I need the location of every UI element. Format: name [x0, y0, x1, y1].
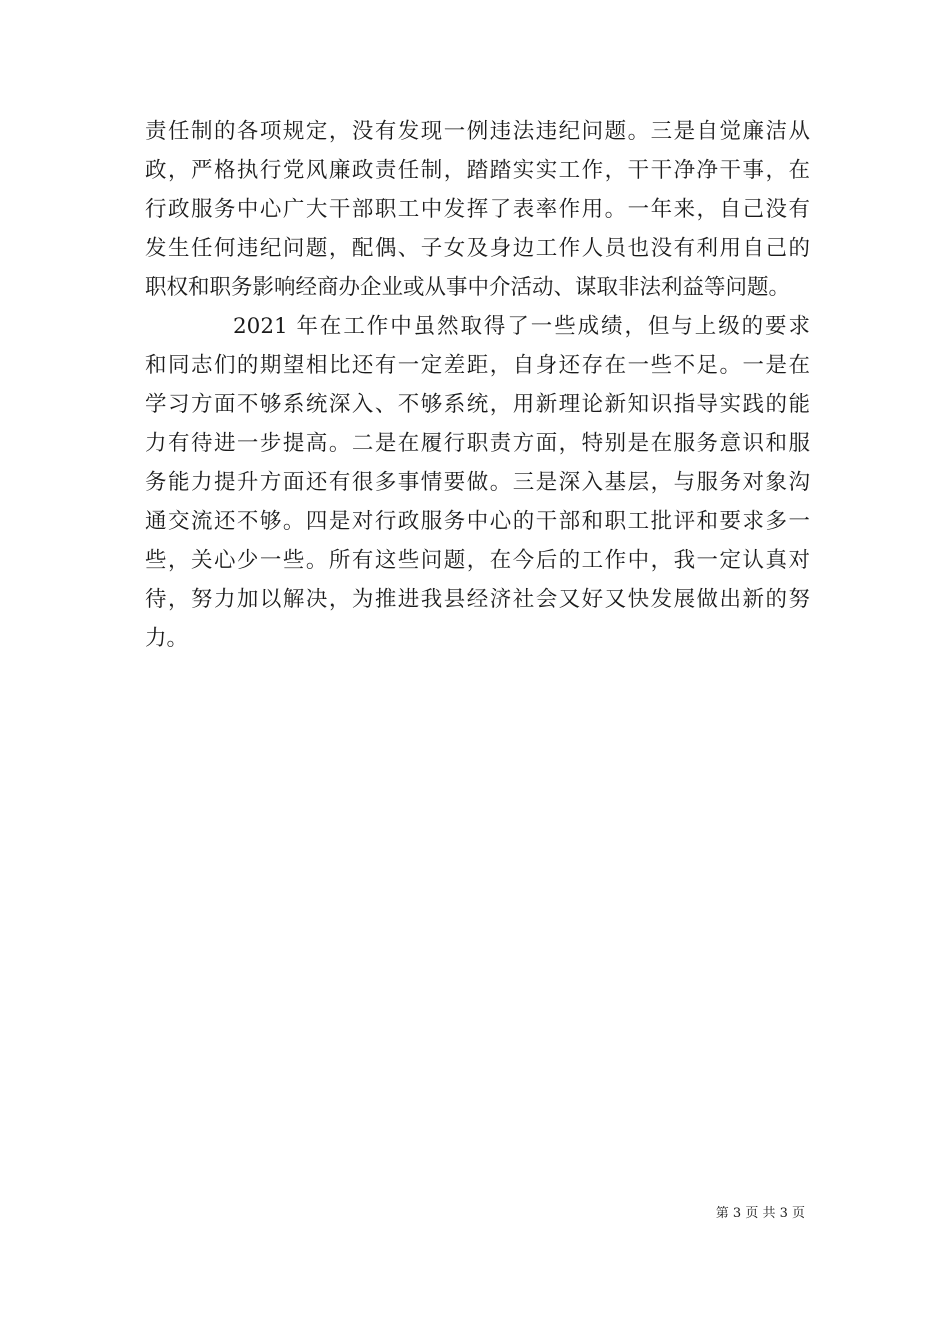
document-body — [145, 112, 810, 658]
text-line: 行政服务中心广大干部职工中发挥了表率作用。一年来，自己没有 — [145, 197, 810, 222]
text-line: 力有待进一步提高。二是在履行职责方面，特别是在服务意识和服 — [145, 431, 810, 456]
text-line: 政，严格执行党风廉政责任制，踏踏实实工作，干干净净干事，在 — [145, 158, 810, 183]
paragraph-2 — [145, 307, 810, 658]
page-number-footer: 第 3 页 共 3 页 — [715, 1206, 805, 1221]
text-line: 务能力提升方面还有很多事情要做。三是深入基层，与服务对象沟 — [145, 470, 810, 495]
text-line: 发生任何违纪问题，配偶、子女及身边工作人员也没有利用自己的 — [145, 236, 810, 261]
text-line: 待，努力加以解决，为推进我县经济社会又好又快发展做出新的努 — [145, 587, 810, 612]
text-line: 职权和职务影响经商办企业或从事中介活动、谋取非法利益等问题。 — [145, 275, 791, 300]
text-line: 和同志们的期望相比还有一定差距，自身还存在一些不足。一是在 — [145, 353, 810, 378]
text-line: 通交流还不够。四是对行政服务中心的干部和职工批评和要求多一 — [145, 509, 810, 534]
text-line: 些，关心少一些。所有这些问题，在今后的工作中，我一定认真对 — [145, 548, 810, 573]
text-line: 力。 — [145, 626, 189, 651]
text-line: 2021 年在工作中虽然取得了一些成绩，但与上级的要求 — [233, 314, 810, 339]
paragraph-1 — [145, 112, 810, 307]
text-line: 责任制的各项规定，没有发现一例违法违纪问题。三是自觉廉洁从 — [145, 119, 810, 144]
text-line: 学习方面不够系统深入、不够系统，用新理论新知识指导实践的能 — [145, 392, 810, 417]
